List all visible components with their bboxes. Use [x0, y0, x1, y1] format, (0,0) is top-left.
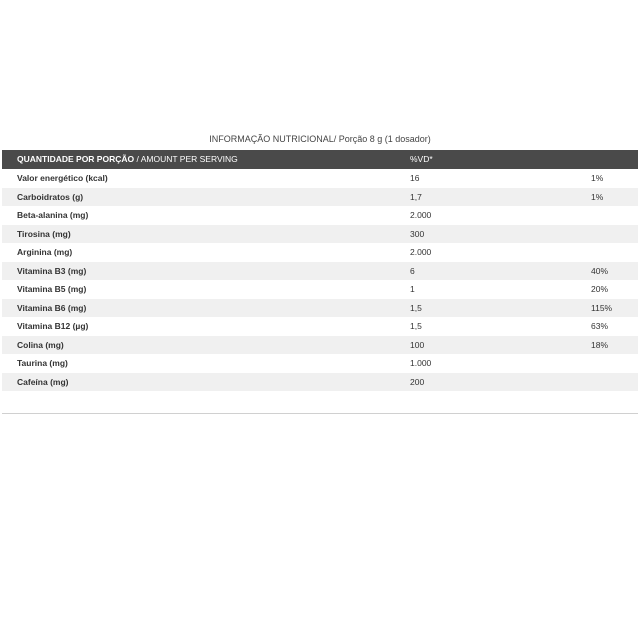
nutrient-name: Taurina (mg) — [17, 358, 68, 368]
nutrient-name: Cafeína (mg) — [17, 376, 69, 387]
header-quantity-bold: QUANTIDADE POR PORÇÃO — [17, 154, 135, 164]
nutrient-vd: 20% — [591, 284, 609, 294]
table-row — [2, 188, 638, 207]
nutrient-name: Tirosina (mg) — [17, 228, 71, 239]
nutrient-name: Vitamina B6 (mg) — [17, 302, 87, 313]
nutrient-amount: 1,7 — [410, 191, 422, 202]
table-row — [2, 317, 638, 336]
nutrient-vd: 18% — [591, 339, 609, 350]
nutrient-vd: 115% — [591, 302, 613, 313]
table-row — [2, 169, 638, 188]
nutrient-amount: 1 — [410, 284, 415, 294]
nutrient-amount: 16 — [410, 173, 420, 183]
header-quantity — [17, 150, 238, 169]
nutrient-amount: 1,5 — [410, 302, 422, 313]
nutrient-amount: 6 — [410, 265, 415, 276]
table-bottom-divider — [2, 413, 638, 414]
nutrient-vd: 1% — [591, 173, 604, 183]
table-row — [2, 243, 638, 262]
nutrient-name: Beta-alanina (mg) — [17, 210, 89, 220]
nutrient-amount: 300 — [410, 228, 425, 239]
header-quantity-rest: / AMOUNT PER SERVING — [134, 154, 238, 164]
nutrient-name: Valor energético (kcal) — [17, 173, 108, 183]
nutrient-amount: 100 — [410, 339, 425, 350]
nutrient-name: Vitamina B12 (µg) — [17, 321, 89, 331]
nutrient-name: Colina (mg) — [17, 339, 64, 350]
nutrient-vd: 63% — [591, 321, 609, 331]
nutrient-name: Vitamina B3 (mg) — [17, 265, 87, 276]
table-row — [2, 299, 638, 318]
table-row — [2, 262, 638, 281]
nutrient-vd: 1% — [591, 191, 604, 202]
table-row — [2, 206, 638, 225]
nutrient-amount: 2.000 — [410, 210, 432, 220]
nutrition-table — [2, 150, 638, 391]
nutrient-amount: 2.000 — [410, 247, 432, 257]
nutrient-amount: 1.000 — [410, 358, 432, 368]
table-row — [2, 354, 638, 373]
table-caption: INFORMAÇÃO NUTRICIONAL/ Porção 8 g (1 dosador) — [209, 134, 431, 144]
header-vd: %VD* — [410, 154, 433, 164]
nutrient-name: Vitamina B5 (mg) — [17, 284, 87, 294]
nutrient-amount: 1,5 — [410, 321, 422, 331]
nutrient-vd: 40% — [591, 265, 609, 276]
nutrient-name: Arginina (mg) — [17, 247, 73, 257]
table-row — [2, 336, 638, 355]
nutrient-amount: 200 — [410, 376, 425, 387]
nutrient-name: Carboidratos (g) — [17, 191, 84, 202]
table-row — [2, 225, 638, 244]
table-row — [2, 373, 638, 392]
table-header-row — [2, 150, 638, 169]
table-row — [2, 280, 638, 299]
